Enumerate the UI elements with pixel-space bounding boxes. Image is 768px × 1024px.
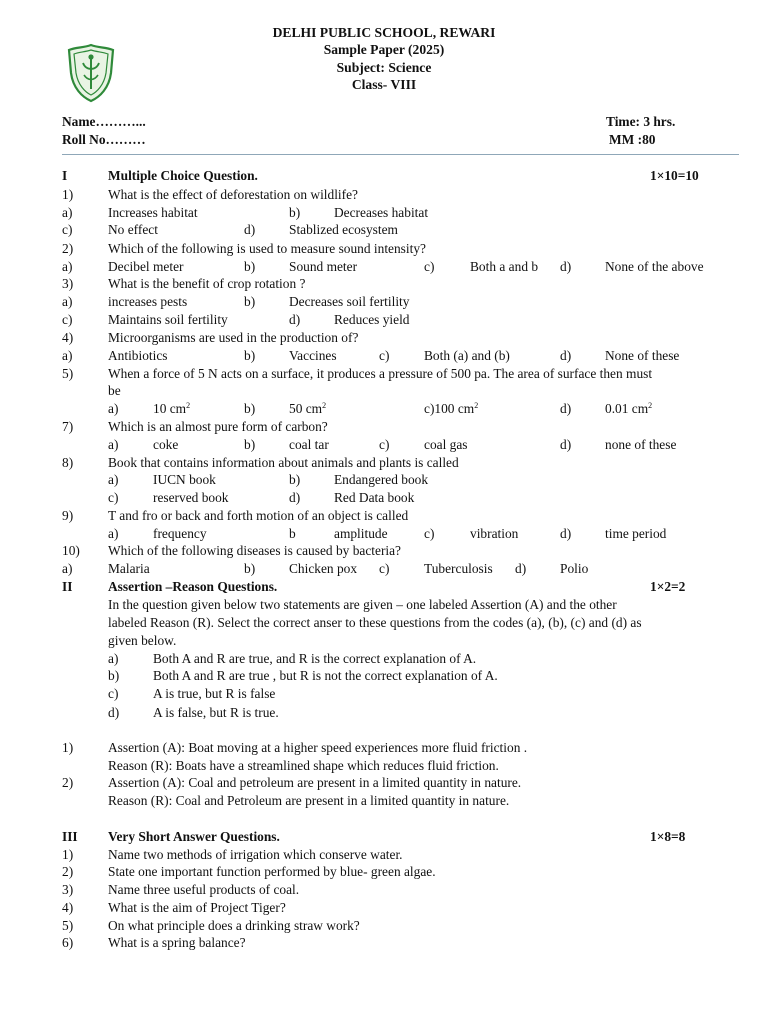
- roll-number-field: Roll No………: [62, 132, 146, 147]
- option-text: Polio: [560, 561, 589, 576]
- question-number: 1): [62, 847, 74, 862]
- question-text: Name two methods of irrigation which conserve water.: [108, 847, 403, 862]
- option-label: d): [289, 490, 301, 505]
- option-text: None of these: [605, 348, 680, 363]
- question-text: Book that contains information about animals and plants is called: [108, 455, 459, 470]
- option-label: d): [560, 348, 572, 363]
- school-name: DELHI PUBLIC SCHOOL, REWARI: [272, 25, 496, 40]
- school-logo-icon: [66, 43, 116, 103]
- option-text: IUCN book: [153, 472, 216, 487]
- question-text: State one important function performed by blue- green algae.: [108, 864, 436, 879]
- option-label: c): [62, 222, 73, 237]
- instructions-text: In the question given below two statements are given – one labeled Assertion (A) and the other: [108, 597, 617, 612]
- option-label: a): [62, 205, 73, 220]
- question-number: 2): [62, 864, 74, 879]
- option-label: c): [379, 437, 390, 452]
- code-label: c): [108, 686, 119, 701]
- option-text: Both a and b: [470, 259, 539, 274]
- option-text: Tuberculosis: [424, 561, 493, 576]
- section-marks: 1×10=10: [650, 168, 699, 183]
- option-label: a): [62, 348, 73, 363]
- question-text: What is the aim of Project Tiger?: [108, 900, 286, 915]
- code-text: A is true, but R is false: [153, 686, 276, 701]
- section-number: III: [62, 829, 78, 844]
- code-label: a): [108, 651, 119, 666]
- option-text: 50 $cm^2$: [289, 401, 327, 416]
- option-label: b: [289, 526, 296, 541]
- section-marks: 1×8=8: [650, 829, 686, 844]
- option-label: b): [289, 472, 301, 487]
- option-text: Maintains soil fertility: [108, 312, 228, 327]
- header-divider: [62, 154, 739, 155]
- option-text: increases pests: [108, 294, 188, 309]
- option-text: Sound meter: [289, 259, 358, 274]
- option-text: Decibel meter: [108, 259, 184, 274]
- question-text: T and fro or back and forth motion of an object is called: [108, 508, 409, 523]
- option-label: c): [379, 561, 390, 576]
- option-label: a): [62, 561, 73, 576]
- option-text: Reduces yield: [334, 312, 410, 327]
- option-label: a): [108, 472, 119, 487]
- option-text: 10 $cm^2$: [153, 401, 191, 416]
- option-label: c): [424, 259, 435, 274]
- option-label: a): [108, 437, 119, 452]
- question-text: Which of the following diseases is caused by bacteria?: [108, 543, 402, 558]
- option-label: d): [560, 526, 572, 541]
- option-text: Vaccines: [289, 348, 337, 363]
- section-number: I: [62, 168, 68, 183]
- question-text: What is the benefit of crop rotation ?: [108, 276, 306, 291]
- question-text: On what principle does a drinking straw work?: [108, 918, 360, 933]
- assertion-text: Assertion (A): Coal and petroleum are present in a limited quantity in nature.: [108, 775, 522, 790]
- superscript: 2: [322, 401, 327, 410]
- instructions-text: given below.: [108, 633, 177, 648]
- option-label: d): [244, 222, 256, 237]
- question-text-continued: be: [108, 383, 121, 398]
- option-text: No effect: [108, 222, 158, 237]
- superscript: 2: [648, 401, 653, 410]
- option-text: Decreases habitat: [334, 205, 429, 220]
- option-label: c): [108, 490, 119, 505]
- question-number: 1): [62, 187, 74, 202]
- class-line: Class- VIII: [351, 76, 417, 92]
- option-text: coal tar: [289, 437, 329, 452]
- section-marks: 1×2=2: [650, 579, 686, 594]
- question-text: What is the effect of deforestation on wildlife?: [108, 187, 358, 202]
- option-text: amplitude: [334, 526, 388, 541]
- option-text: coke: [153, 437, 179, 452]
- option-label: c): [62, 312, 73, 327]
- question-number: 2): [62, 241, 74, 256]
- option-label: b): [244, 259, 256, 274]
- question-text: Name three useful products of coal.: [108, 882, 300, 897]
- option-text: 0.01 $cm^2$: [605, 401, 653, 416]
- option-label: b): [289, 205, 301, 220]
- code-text: Both A and R are true, and R is the correct explanation of A.: [153, 651, 477, 666]
- code-label: b): [108, 668, 120, 683]
- option-label: d): [515, 561, 527, 576]
- option-label: b): [244, 437, 256, 452]
- question-number: 3): [62, 882, 74, 897]
- option-label: d): [560, 401, 572, 416]
- question-text: What is a spring balance?: [108, 935, 246, 950]
- option-label: a): [62, 294, 73, 309]
- section-title: Very Short Answer Questions.: [108, 829, 280, 844]
- code-label: d): [108, 705, 120, 720]
- subject-line: Subject: Science: [336, 59, 432, 75]
- question-text: Which is an almost pure form of carbon?: [108, 419, 328, 434]
- max-marks-label: MM :80: [609, 132, 656, 147]
- option-text: Increases habitat: [108, 205, 198, 220]
- option-text: coal gas: [424, 437, 468, 452]
- name-field: Name………...: [62, 114, 146, 129]
- option-text: Chicken pox: [289, 561, 358, 576]
- option-text: Malaria: [108, 561, 150, 576]
- question-number: 10): [62, 543, 80, 558]
- option-label: a): [108, 526, 119, 541]
- section-number: II: [62, 579, 73, 594]
- question-text: Microorganisms are used in the production of?: [108, 330, 359, 345]
- question-number: 5): [62, 918, 74, 933]
- question-number: 4): [62, 330, 74, 345]
- option-text: Decreases soil fertility: [289, 294, 410, 309]
- option-text: Red Data book: [334, 490, 415, 505]
- option-text: frequency: [153, 526, 207, 541]
- option-text: Antibiotics: [108, 348, 168, 363]
- option-text: vibration: [470, 526, 519, 541]
- option-label: c): [379, 348, 390, 363]
- question-number: 1): [62, 740, 74, 755]
- option-text: None of the above: [605, 259, 704, 274]
- option-text: Both (a) and (b): [424, 348, 510, 363]
- question-number: 2): [62, 775, 74, 790]
- reason-text: Reason (R): Boats have a streamlined shape which reduces fluid friction.: [108, 758, 499, 773]
- option-label: b): [244, 401, 256, 416]
- option-label: d): [560, 259, 572, 274]
- code-text: Both A and R are true , but R is not the correct explanation of A.: [153, 668, 498, 683]
- question-number: 7): [62, 419, 74, 434]
- section-title: Assertion –Reason Questions.: [108, 579, 278, 594]
- question-text: When a force of 5 N acts on a surface, it produces a pressure of 500 pa. The area of surface then must: [108, 366, 653, 381]
- option-label: d): [560, 437, 572, 452]
- superscript: 2: [186, 401, 191, 410]
- assertion-text: Assertion (A): Boat moving at a higher speed experiences more fluid friction .: [108, 740, 528, 755]
- option-label: c): [424, 526, 435, 541]
- question-number: 4): [62, 900, 74, 915]
- question-number: 8): [62, 455, 74, 470]
- code-text: A is false, but R is true.: [153, 705, 279, 720]
- option-label: d): [289, 312, 301, 327]
- option-label: a): [62, 259, 73, 274]
- time-label: Time: 3 hrs.: [606, 114, 676, 129]
- option-text: none of these: [605, 437, 677, 452]
- question-number: 5): [62, 366, 74, 381]
- instructions-text: labeled Reason (R). Select the correct anser to these questions from the codes (a), (b), (c) and (d) as: [108, 615, 642, 630]
- reason-text: Reason (R): Coal and Petroleum are present in a limited quantity in nature.: [108, 793, 510, 808]
- option-label: b): [244, 348, 256, 363]
- question-number: 6): [62, 935, 74, 950]
- question-text: Which of the following is used to measure sound intensity?: [108, 241, 426, 256]
- option-label: b): [244, 294, 256, 309]
- section-title: Multiple Choice Question.: [108, 168, 258, 183]
- option-text: reserved book: [153, 490, 229, 505]
- option-label: a): [108, 401, 119, 416]
- option-text: Endangered book: [334, 472, 429, 487]
- paper-title: Sample Paper (2025): [323, 42, 445, 58]
- question-number: 9): [62, 508, 74, 523]
- option-text: Stablized ecosystem: [289, 222, 398, 237]
- question-number: 3): [62, 276, 74, 291]
- superscript: 2: [474, 401, 479, 410]
- option-text: time period: [605, 526, 667, 541]
- option-text: c)100 $cm^2$: [424, 401, 479, 416]
- option-label: b): [244, 561, 256, 576]
